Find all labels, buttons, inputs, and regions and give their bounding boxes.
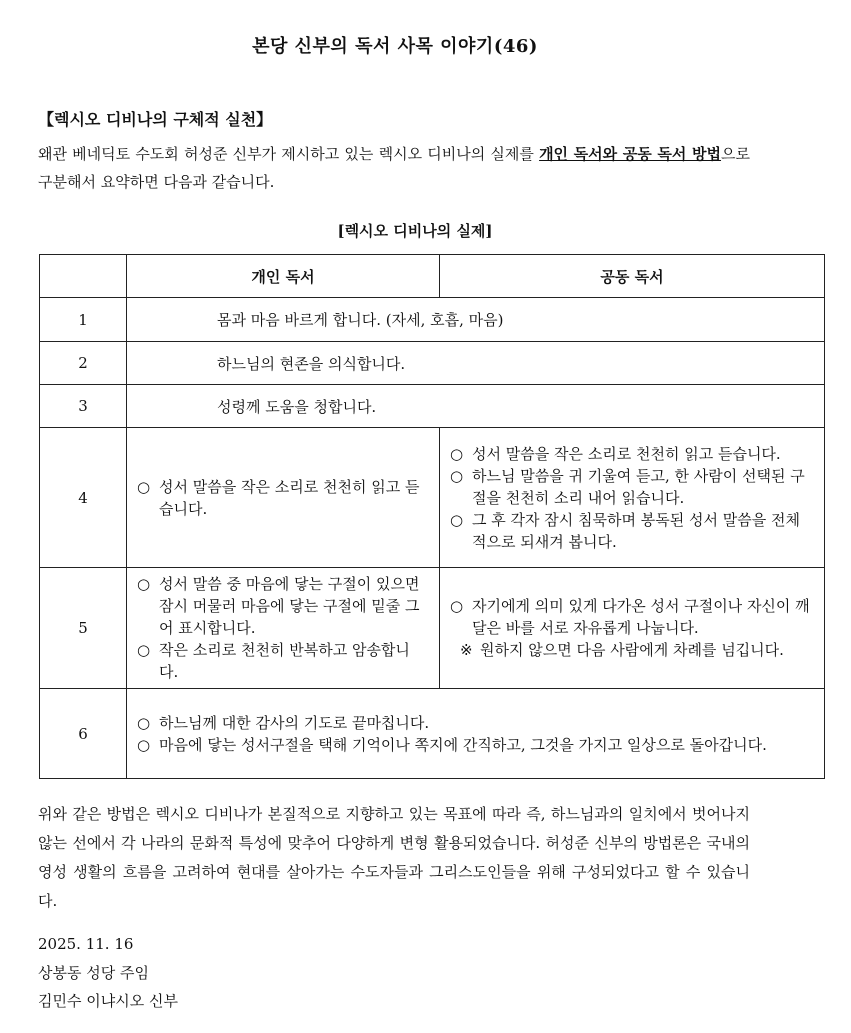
lectio-divina-table bbox=[39, 254, 825, 779]
reference-mark-icon: ※ bbox=[460, 641, 473, 659]
table-row bbox=[40, 298, 825, 342]
circle-bullet-icon: ○ bbox=[450, 466, 464, 485]
intro-text-after: 으로 구분해서 요약하면 다음과 같습니다. bbox=[38, 145, 751, 191]
intro-emphasis: 개인 독서와 공동 독서 방법 bbox=[539, 145, 722, 163]
common-step: 성령께 도움을 청합니다. bbox=[127, 385, 825, 428]
personal-cell bbox=[127, 428, 440, 568]
circle-bullet-icon: ○ bbox=[450, 444, 464, 463]
common-step: 몸과 마음 바르게 합니다. (자세, 호흡, 마음) bbox=[127, 298, 825, 342]
list-item: ○ 성서 말씀을 작은 소리로 천천히 읽고 듣습니다. bbox=[137, 477, 420, 518]
row-number: 5 bbox=[40, 568, 127, 689]
note-item: ※ 원하지 않으면 다음 사람에게 차례를 넘깁니다. bbox=[460, 641, 784, 659]
signature-parish: 상봉동 성당 주임 bbox=[38, 964, 149, 982]
header-number bbox=[40, 255, 127, 298]
common-cell bbox=[127, 689, 825, 779]
row-number: 6 bbox=[40, 689, 127, 779]
row-number: 3 bbox=[40, 385, 127, 428]
circle-bullet-icon: ○ bbox=[450, 510, 464, 529]
table-row bbox=[40, 568, 825, 689]
page-title: 본당 신부의 독서 사목 이야기(46) bbox=[252, 36, 538, 57]
list-item: ○ 그 후 각자 잠시 침묵하며 봉독된 성서 말씀을 전체적으로 되새겨 봅니다. bbox=[450, 510, 800, 551]
list-item: ○ 하느님께 대한 감사의 기도로 끝마칩니다. bbox=[137, 713, 430, 732]
table-caption: [렉시오 디비나의 실제] bbox=[337, 222, 493, 240]
signature-priest: 김민수 이냐시오 신부 bbox=[38, 992, 178, 1010]
row-number: 4 bbox=[40, 428, 127, 568]
row-number: 2 bbox=[40, 342, 127, 385]
circle-bullet-icon: ○ bbox=[137, 477, 151, 496]
header-communal: 공동 독서 bbox=[440, 255, 825, 298]
row-number: 1 bbox=[40, 298, 127, 342]
circle-bullet-icon: ○ bbox=[137, 575, 151, 593]
common-step: 하느님의 현존을 의식합니다. bbox=[127, 342, 825, 385]
signature-date: 2025. 11. 16 bbox=[38, 935, 134, 953]
list-item: ○ 성서 말씀을 작은 소리로 천천히 읽고 듣습니다. bbox=[450, 444, 781, 463]
list-item: ○ 하느님 말씀을 귀 기울여 듣고, 한 사람이 선택된 구절을 천천히 소리 내어 읽습니다. bbox=[450, 466, 805, 507]
circle-bullet-icon: ○ bbox=[137, 641, 151, 659]
list-item: ○ 성서 말씀 중 마음에 닿는 구절이 있으면 잠시 머물러 마음에 닿는 구절에 밑줄 그어 표시합니다. bbox=[137, 575, 420, 637]
list-item: ○ 자기에게 의미 있게 다가온 성서 구절이나 자신이 깨달은 바를 서로 자유롭게 나눕니다. bbox=[450, 597, 810, 637]
list-item: ○ 작은 소리로 천천히 반복하고 암송합니다. bbox=[137, 641, 410, 681]
closing-paragraph: 위와 같은 방법은 렉시오 디비나가 본질적으로 지향하고 있는 목표에 따라 즉, 하느님과의 일치에서 벗어나지 않는 선에서 각 나라의 문화적 특성에 맞추어 다양하게 변형 활용되었습니다. 허성준 신부의 방법론은 국내의 영성 생활의 흐름을 고려하여 현대를 살아가는 수도자들과 그리스도인들을 위해 구성되었다고 할 수 있습니다. bbox=[38, 805, 750, 910]
circle-bullet-icon: ○ bbox=[137, 713, 151, 732]
section-heading: 【렉시오 디비나의 구체적 실천】 bbox=[38, 110, 273, 129]
personal-cell bbox=[127, 568, 440, 689]
intro-text-before: 왜관 베네딕토 수도회 허성준 신부가 제시하고 있는 렉시오 디비나의 실제를 bbox=[38, 145, 540, 163]
intro-paragraph bbox=[38, 140, 750, 196]
header-personal: 개인 독서 bbox=[127, 255, 440, 298]
table-row bbox=[40, 385, 825, 428]
communal-cell bbox=[440, 568, 825, 689]
table-row bbox=[40, 689, 825, 779]
table-row bbox=[40, 428, 825, 568]
table-row bbox=[40, 342, 825, 385]
communal-cell bbox=[440, 428, 825, 568]
circle-bullet-icon: ○ bbox=[450, 597, 464, 615]
list-item: ○ 마음에 닿는 성서구절을 택해 기억이나 쪽지에 간직하고, 그것을 가지고 일상으로 돌아갑니다. bbox=[137, 735, 767, 754]
circle-bullet-icon: ○ bbox=[137, 735, 151, 754]
table-header-row bbox=[40, 255, 825, 298]
